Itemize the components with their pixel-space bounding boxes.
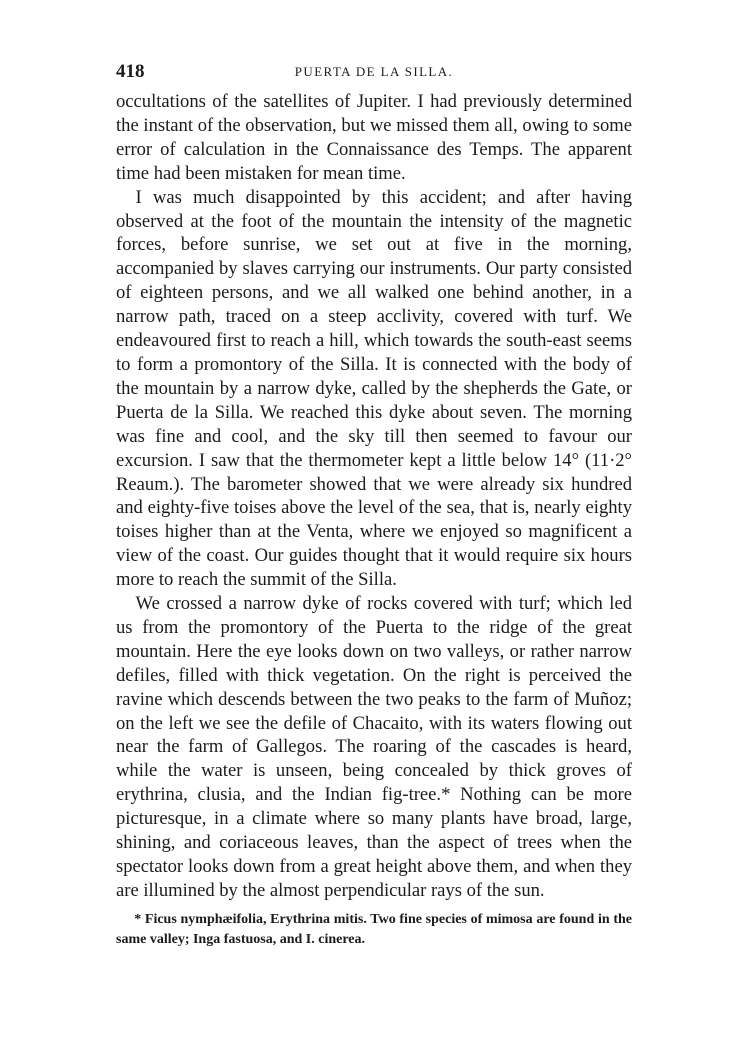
footnote: * Ficus nymphæifolia, Erythrina mitis. Two fine species of mimosa are found in the same valley; Inga fastuosa, and I. cinerea. (116, 911, 632, 947)
paragraph: I was much disappointed by this accident; and after having observed at the foot of the mountain the intensity of the magnetic forces, before sunrise, we set out at five in the morning, accompanied by slaves carrying our instruments. Our party consisted of eighteen persons, and we all walked one behind another, in a narrow path, traced on a steep acclivity, covered with turf. We endeavoured first to reach a hill, which towards the south-east seems to form a promontory of the Silla. It is connected with the body of the mountain by a narrow dyke, called by the shepherds the Gate, or Puerta de la Silla. We reached this dyke about seven. The morning was fine and cool, and the sky till then seemed to favour our excursion. I saw that the thermometer kept a little below 14° (11·2° Reaum.). The barometer showed that we were already six hundred and eighty-five toises above the level of the sea, that is, nearly eighty toises higher than at the Venta, where we enjoyed so magnificent a view of the coast. Our guides thought that it would require six hours more to reach the summit of the Silla. (116, 186, 632, 591)
book-page (116, 60, 632, 950)
running-head: PUERTA DE LA SILLA. (294, 64, 454, 79)
body-text (116, 90, 632, 903)
paragraph: We crossed a narrow dyke of rocks covered with turf; which led us from the promontory of the Puerta to the ridge of the great mountain. Here the eye looks down on two valleys, or rather narrow defiles, filled with thick vegetation. On the right is perceived the ravine which descends between the two peaks to the farm of Muñoz; on the left we see the defile of Chacaito, with its waters flowing out near the farm of Gallegos. The roaring of the cascades is heard, while the water is unseen, being concealed by thick groves of erythrina, clusia, and the Indian fig-tree.* Nothing can be more picturesque, in a climate where so many plants have broad, large, shining, and coriaceous leaves, than the aspect of trees when the spectator looks down from a great height above them, and when they are illumined by the almost perpendicular rays of the sun. (116, 593, 632, 901)
page-number: 418 (116, 61, 145, 82)
page-header (116, 60, 632, 90)
footnotes (116, 910, 632, 950)
paragraph-continued: occultations of the satellites of Jupiter. I had previously determined the instant of the observation, but we missed them all, owing to some error of calculation in the Connaissance des Temps. The apparent time had been mistaken for mean time. (116, 91, 632, 184)
